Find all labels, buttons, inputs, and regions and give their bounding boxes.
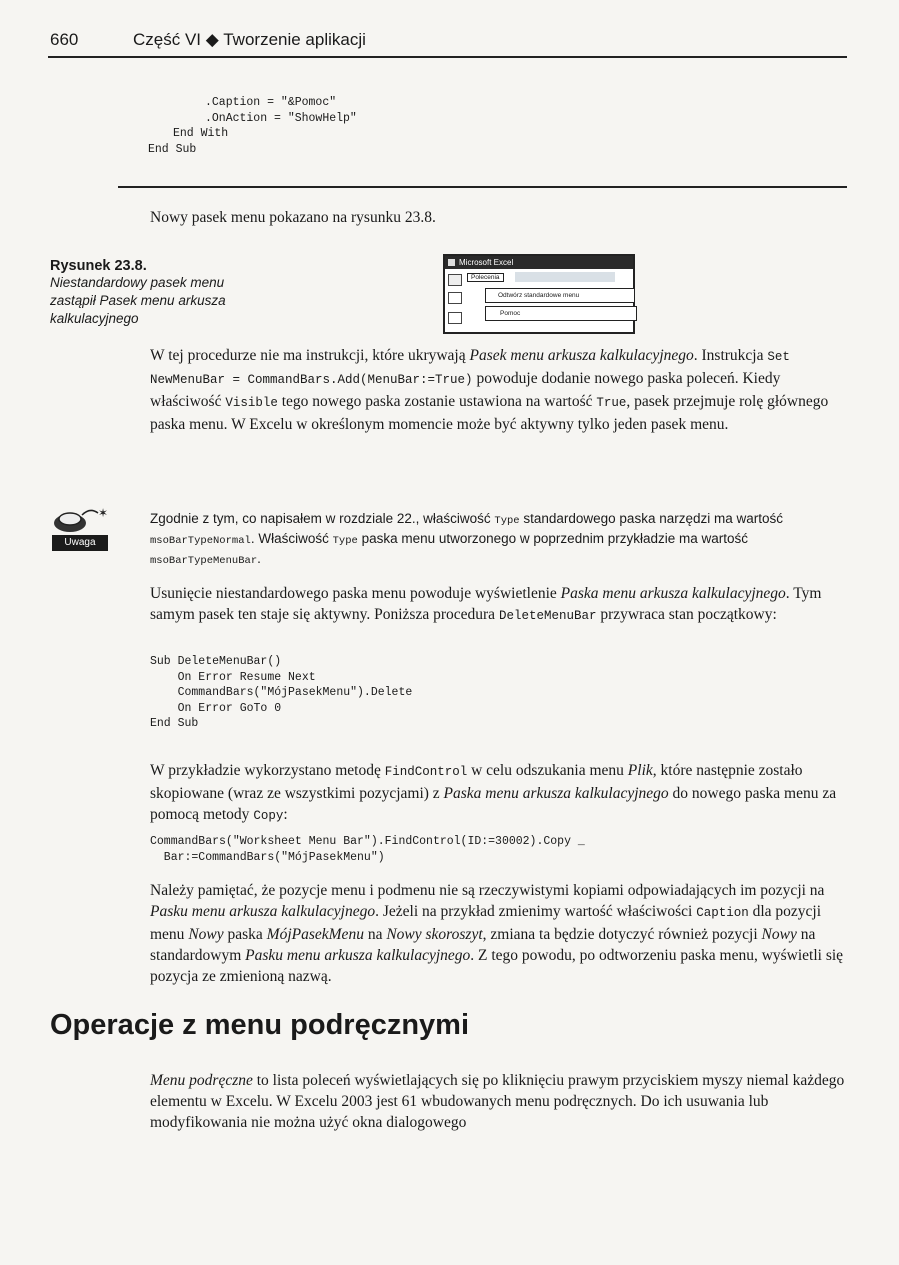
text-span-italic: Menu podręczne <box>150 1072 253 1089</box>
text-span: przywraca stan początkowy: <box>596 606 777 623</box>
inline-code: Set NewMenuBar = CommandBars.Add(MenuBar:=True) <box>150 350 790 387</box>
sheet-icon-2 <box>448 312 462 324</box>
menu-bar-icon <box>448 274 462 286</box>
chapter-title: Część VI ◆ Tworzenie aplikacji <box>133 30 366 49</box>
inline-code: msoBarTypeMenuBar <box>150 555 258 567</box>
inline-code: True <box>596 396 627 410</box>
code-line: End With <box>173 127 229 140</box>
sheet-icon <box>448 292 462 304</box>
text-span: , które następnie zostało skopiowane (wraz ze wszystkimi pozycjami) z <box>150 762 803 802</box>
text-span: paska <box>223 926 267 943</box>
figure-excel-menu <box>443 254 635 334</box>
text-span: , pasek przejmuje rolę głównego paska menu. W Excelu w określonym momencie może być aktywny tylko jeden pasek menu. <box>150 393 829 433</box>
inline-code: Copy <box>253 809 284 823</box>
page-number: 660 <box>50 30 79 49</box>
paragraph-3 <box>150 760 847 827</box>
inline-code: DeleteMenuBar <box>498 609 597 623</box>
paragraph-5 <box>150 1070 847 1133</box>
inline-code: Visible <box>225 396 278 410</box>
inline-code: msoBarTypeNormal <box>150 535 251 547</box>
text-span: tego nowego paska zostanie ustawiona na wartość <box>277 393 597 410</box>
text-span: dla pozycji menu <box>150 903 822 943</box>
paragraph-4-text <box>150 880 847 987</box>
text-span-italic: Pasku menu arkusza kalkulacyjnego <box>150 903 376 920</box>
code-line: .Caption = "&Pomoc" <box>205 96 337 109</box>
figure-caption: Niestandardowy pasek menu zastąpił Pasek menu arkusza kalkulacyjnego <box>50 275 226 326</box>
text-span: na standardowym <box>150 926 816 964</box>
text-span-italic: Paska menu arkusza kalkulacyjnego <box>443 785 669 802</box>
figure-number: Rysunek 23.8. <box>50 258 147 274</box>
paragraph-1 <box>150 345 847 435</box>
intro-line: Nowy pasek menu pokazano na rysunku 23.8. <box>150 209 436 226</box>
excel-window-title: Microsoft Excel <box>459 258 514 267</box>
text-span: . Tym samym pasek ten staje się aktywny. Poniższa procedura <box>150 585 822 623</box>
text-span: : <box>283 806 288 823</box>
text-span: Należy pamiętać, że pozycje menu i podmenu nie są rzeczywistymi kopiami odpowiadających im pozycji na <box>150 882 825 899</box>
code-line: .OnAction = "ShowHelp" <box>205 111 357 125</box>
code-rule <box>118 186 847 188</box>
code-block-delete: Sub DeleteMenuBar() On Error Resume Next CommandBars("MójPasekMenu").Delete On Error GoTo 0 End Sub <box>150 655 413 730</box>
code-block-copy: CommandBars("Worksheet Menu Bar").FindControl(ID:=30002).Copy _ Bar:=CommandBars("MójPasekMenu") <box>150 835 585 864</box>
text-span: . Instrukcja <box>693 347 768 364</box>
note-icon <box>50 505 120 555</box>
inline-code: Caption <box>696 906 749 920</box>
section-heading: Operacje z menu podręcznymi <box>50 1009 470 1041</box>
header-rule <box>48 56 847 58</box>
text-span: . Właściwość <box>250 531 333 546</box>
text-span-italic: MójPasekMenu <box>266 926 364 943</box>
code-line: End Sub <box>148 142 197 156</box>
text-span-italic: Nowy <box>761 926 797 943</box>
excel-window-icon <box>448 259 455 266</box>
text-span: Zgodnie z tym, co napisałem w rozdziale 22., właściwość <box>150 511 495 526</box>
figure-label <box>50 258 230 328</box>
text-span-italic: Paska menu arkusza kalkulacyjnego <box>560 585 786 602</box>
text-span: . Jeżeli na przykład zmienimy wartość właściwości <box>375 903 697 920</box>
menu-item-pomoc[interactable]: Pomoc <box>485 306 637 321</box>
excel-titlebar <box>445 256 633 269</box>
text-span-italic: Nowy skoroszyt <box>386 926 483 943</box>
inline-code: Type <box>494 515 520 527</box>
menu-bar-fill <box>515 272 615 282</box>
text-span: . Z tego powodu, po odtworzeniu paska menu, wyświetli się pozycja ze zmienioną nazwą. <box>150 947 844 985</box>
paragraph-2 <box>150 583 847 627</box>
text-span: do nowego paska menu za pomocą metody <box>150 785 837 823</box>
text-span: na <box>363 926 387 943</box>
text-span: W przykładzie wykorzystano metodę <box>150 762 385 779</box>
text-span: W tej procedurze nie ma instrukcji, które ukrywają <box>150 347 470 364</box>
text-span-italic: Plik <box>627 762 653 779</box>
text-span: Usunięcie niestandardowego paska menu powoduje wyświetlenie <box>150 585 561 602</box>
text-span: , zmiana ta będzie dotyczyć również pozycji <box>482 926 762 943</box>
text-span: . <box>257 551 261 566</box>
text-span: powoduje dodanie nowego paska poleceń. Kiedy właściwość <box>150 370 781 410</box>
menu-item-restore[interactable]: Odtwórz standardowe menu <box>485 288 635 303</box>
bomb-icon <box>50 505 120 537</box>
svg-text:✶: ✶ <box>98 506 109 520</box>
text-span: paska menu utworzonego w poprzednim przykładzie ma wartość <box>357 531 748 546</box>
note-badge: Uwaga <box>52 535 108 551</box>
note-text <box>150 510 850 570</box>
code-block-top <box>148 95 357 157</box>
text-span-italic: Nowy <box>188 926 224 943</box>
text-span-italic: Pasek menu arkusza kalkulacyjnego <box>469 347 694 364</box>
inline-code: FindControl <box>384 765 468 779</box>
text-span: to lista poleceń wyświetlających się po kliknięciu prawym przyciskiem myszy niemal każdego elementu w Excelu. W Excelu 2003 jest 61 wbudowanych menu podręcznych. Do ich usuwania lub modyfikowania nie można użyć okna dialogowego <box>150 1072 845 1131</box>
text-span: standardowego paska narzędzi ma wartość <box>519 511 783 526</box>
text-span: w celu odszukania menu <box>467 762 628 779</box>
inline-code: Type <box>332 535 358 547</box>
menu-item-polecenia[interactable]: Polecenia <box>467 273 504 282</box>
text-span-italic: Pasku menu arkusza kalkulacyjnego <box>245 947 471 964</box>
